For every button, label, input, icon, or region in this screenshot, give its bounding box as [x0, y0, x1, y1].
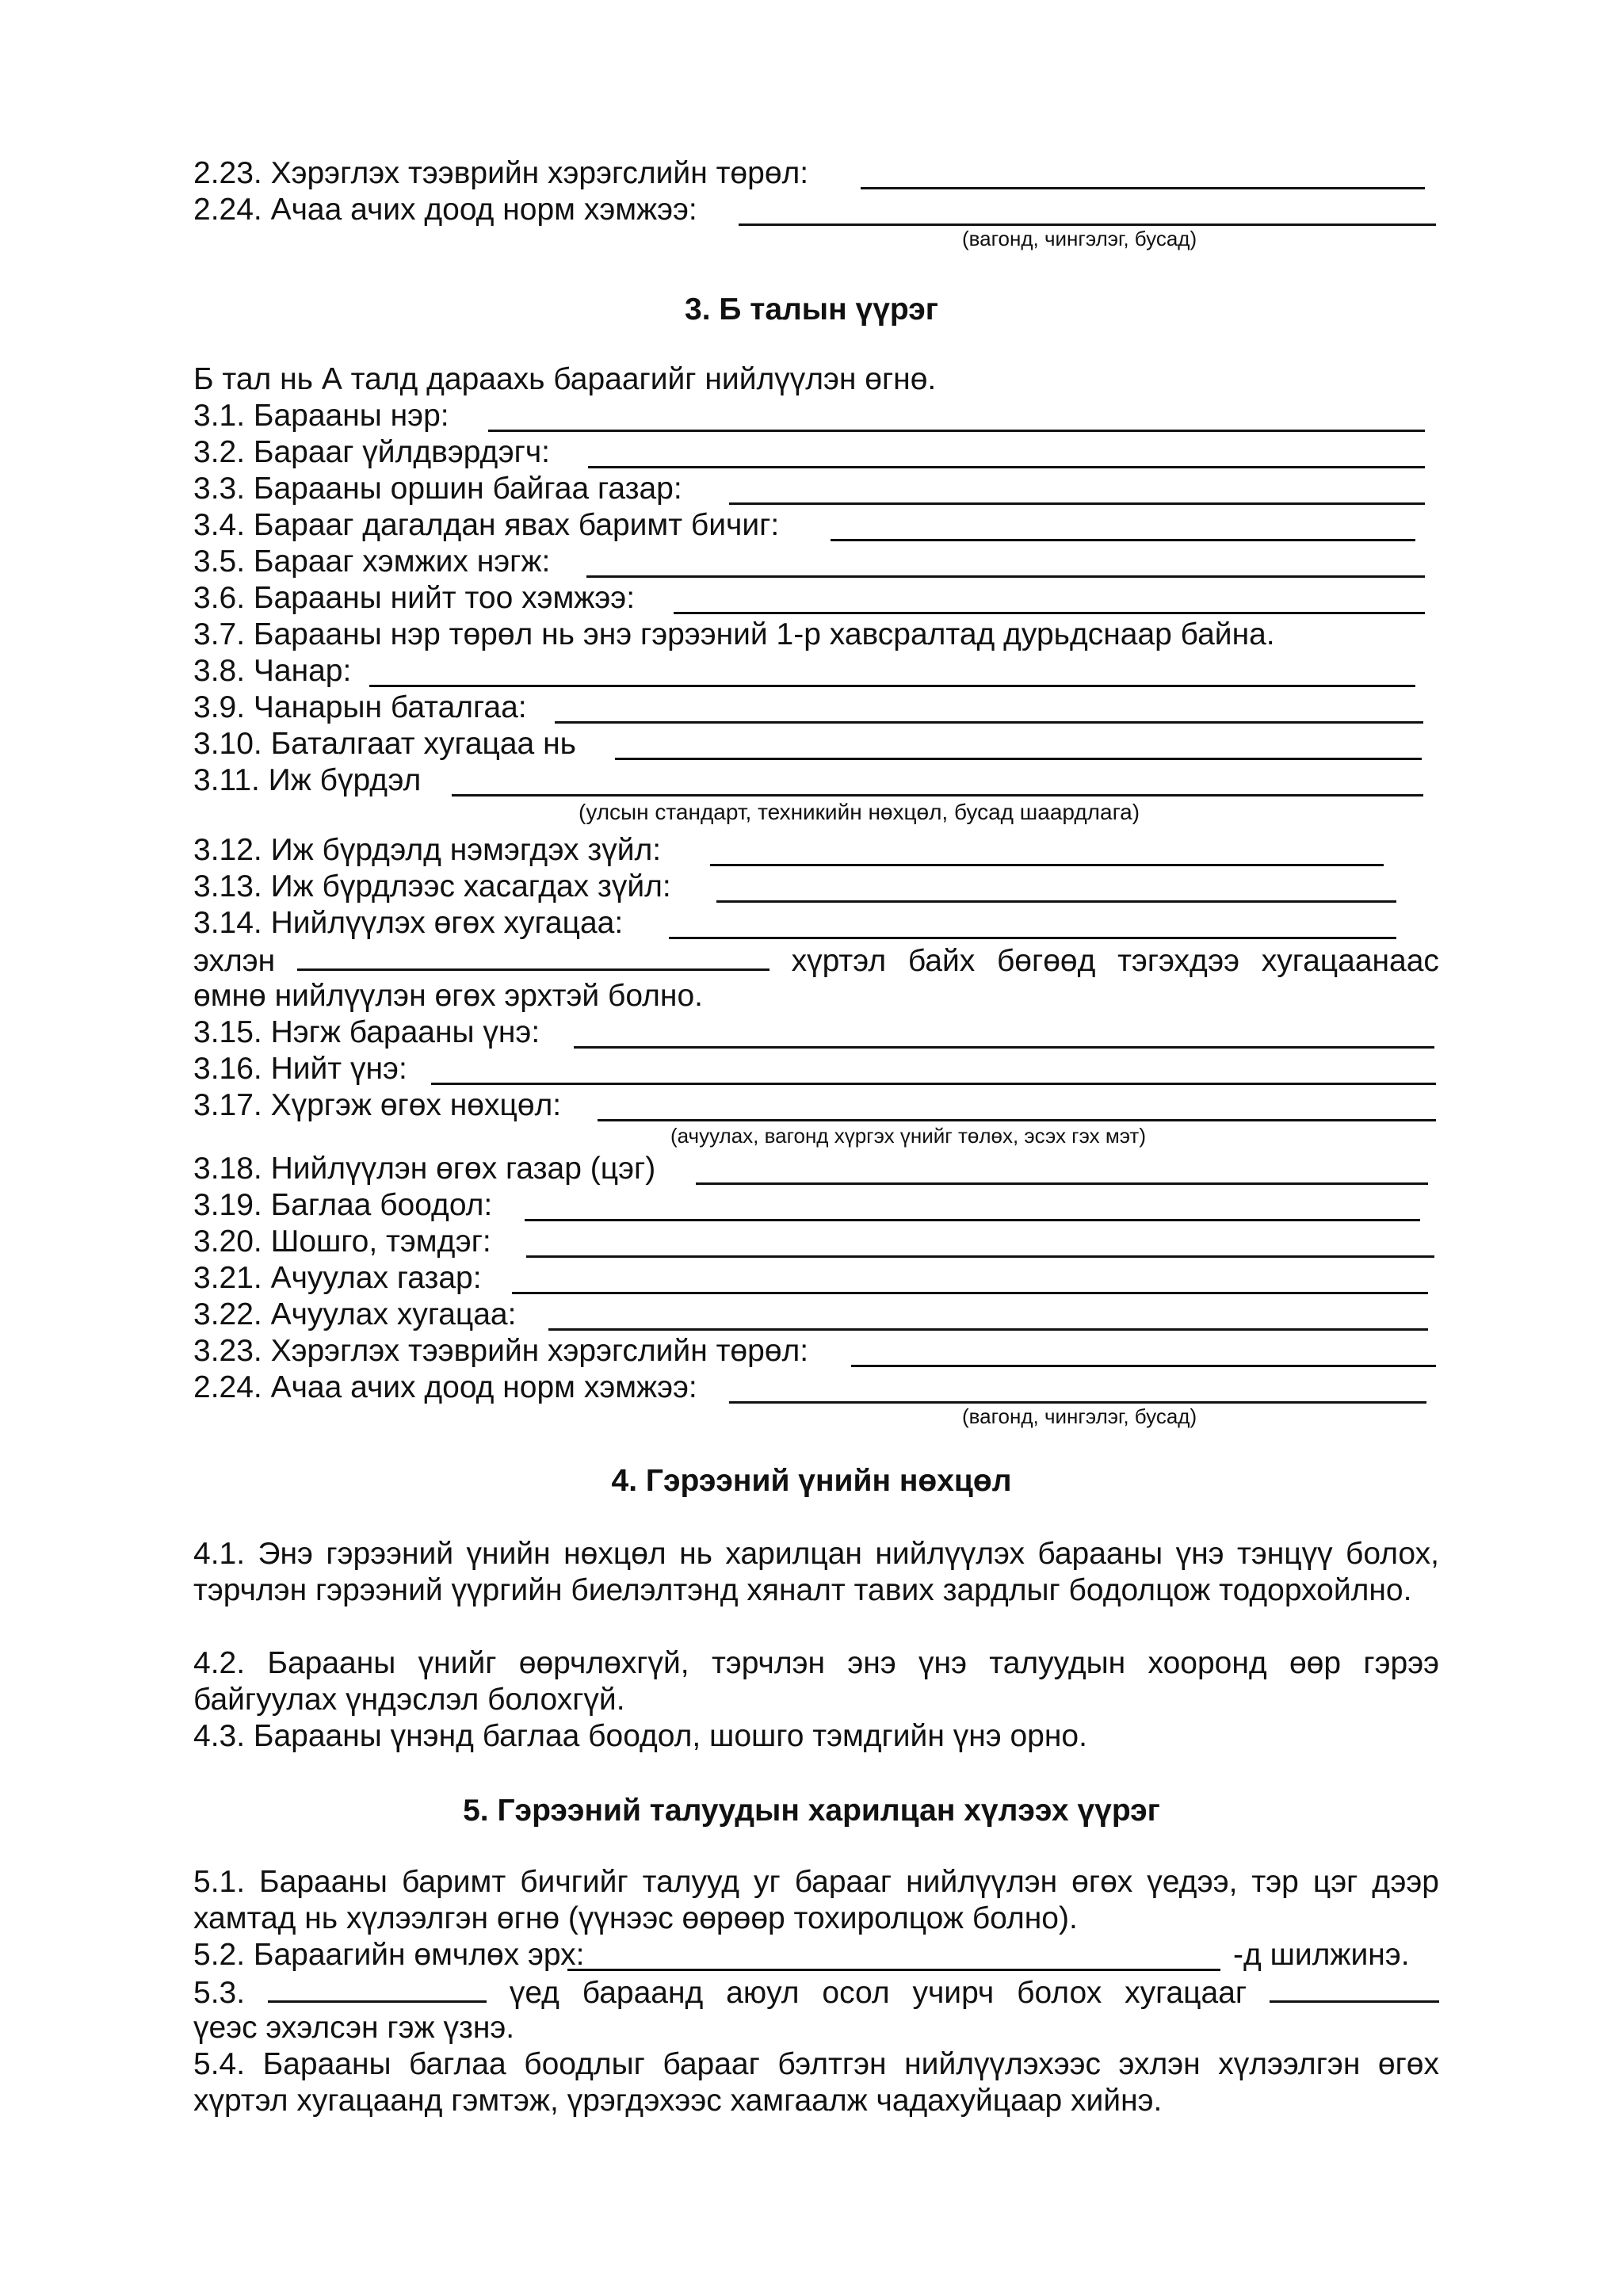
line-3-20: 3.20. Шошго, тэмдэг:	[193, 1224, 491, 1259]
word-baih: байх	[907, 944, 976, 978]
word-uchirch: учирч	[912, 1976, 995, 2010]
line-3-11-blank[interactable]	[452, 794, 1423, 797]
line-3-14-blank[interactable]	[669, 937, 1396, 939]
line-3-24: 2.24. Ачаа ачих доод норм хэмжээ:	[193, 1370, 697, 1404]
line-3-14-end: өмнө нийлүүлэн өгөх эрхтэй болно.	[193, 979, 703, 1013]
line-5-2-blank[interactable]	[567, 1969, 1220, 1971]
section-3-heading: 3. Б талын үүрэг	[685, 292, 938, 327]
line-3-9-blank[interactable]	[555, 721, 1423, 724]
line-3-10-blank[interactable]	[615, 758, 1422, 760]
line-2-23	[193, 155, 808, 192]
line-5-3-blank-2[interactable]	[1270, 1973, 1439, 2003]
line-5-3-blank-1[interactable]	[268, 1973, 487, 2003]
word-ehlen: эхлэн	[193, 944, 276, 978]
line-3-3-blank[interactable]	[729, 502, 1425, 505]
line-3-17-blank[interactable]	[598, 1119, 1436, 1121]
line-5-2-suffix: -д шилжинэ.	[1233, 1938, 1410, 1972]
line-3-3: 3.3. Барааны оршин байгаа газар:	[193, 472, 682, 506]
line-3-1: 3.1. Барааны нэр:	[193, 399, 449, 433]
line-3-8-blank[interactable]	[369, 685, 1415, 687]
line-3-13-blank[interactable]	[716, 900, 1396, 903]
line-3-23: 3.23. Хэрэглэх тээврийн хэрэгслийн төрөл:	[193, 1334, 809, 1368]
line-3-15-blank[interactable]	[574, 1046, 1434, 1049]
word-hurtel: хүртэл	[791, 944, 887, 978]
line-3-2: 3.2. Барааг үйлдвэрдэгч:	[193, 435, 550, 469]
paragraph-4-1: 4.1. Энэ гэрээний үнийн нөхцөл нь харилцан нийлүүлэх барааны үнэ тэнцүү болох, тэрчлэн гэрээний үүргийн биелэлтэнд хяналт тавих зардлыг бодолцож тодорхойлно.	[193, 1537, 1439, 1607]
line-3-14-start-blank[interactable]	[297, 942, 769, 971]
line-3-19-blank[interactable]	[525, 1219, 1420, 1221]
line-3-19: 3.19. Баглаа боодол:	[193, 1188, 493, 1222]
word-ued: үед	[509, 1976, 559, 2010]
paragraph-5-4: 5.4. Барааны баглаа боодлыг барааг бэлтгэн нийлүүлэхээс эхлэн хүлээлгэн өгөх хүртэл хугацаанд гэмтэж, үрэгдэхээс хамгаалж чадахуйцаар хийнэ.	[193, 2047, 1439, 2118]
line-3-24-note: (вагонд, чингэлэг, бусад)	[962, 1404, 1197, 1428]
line-3-8: 3.8. Чанар:	[193, 654, 352, 688]
line-3-14-continued	[193, 942, 1439, 980]
line-3-21-blank[interactable]	[512, 1292, 1428, 1294]
line-3-16-blank[interactable]	[431, 1083, 1436, 1085]
section-5-heading: 5. Гэрээний талуудын харилцан хүлээх үүрэг	[463, 1794, 1160, 1828]
line-3-12: 3.12. Иж бүрдэлд нэмэгдэх зүйл:	[193, 833, 662, 867]
word-baraand: бараанд	[582, 1976, 704, 2010]
line-3-6: 3.6. Барааны нийт тоо хэмжээ:	[193, 581, 636, 615]
line-3-1-blank[interactable]	[488, 430, 1425, 432]
word-bogood: бөгөөд	[996, 944, 1096, 978]
line-3-22-blank[interactable]	[548, 1328, 1428, 1331]
line-3-6-blank[interactable]	[674, 612, 1425, 614]
line-3-5: 3.5. Барааг хэмжих нэгж:	[193, 544, 551, 579]
line-5-2	[193, 1937, 585, 1973]
line-3-23-blank[interactable]	[851, 1365, 1436, 1367]
line-3-17-note: (ачуулах, вагонд хүргэх үнийг төлөх, эсэх гэх мэт)	[670, 1124, 1146, 1148]
line-2-24-blank[interactable]	[739, 223, 1436, 226]
line-5-2-label: 5.2. Бараагийн өмчлөх эрх:	[193, 1938, 585, 1972]
line-3-7: 3.7. Барааны нэр төрөл нь энэ гэрээний 1-р хавсралтад дурьдснаар байна.	[193, 617, 1275, 651]
line-3-17: 3.17. Хүргэж өгөх нөхцөл:	[193, 1088, 562, 1122]
line-3-21: 3.21. Ачуулах газар:	[193, 1261, 482, 1295]
line-2-23-blank[interactable]	[861, 187, 1425, 189]
paragraph-4-3: 4.3. Барааны үнэнд баглаа боодол, шошго тэмдгийн үнэ орно.	[193, 1719, 1087, 1753]
section-3-intro: Б тал нь А талд дараахь бараагийг нийлүүлэн өгнө.	[193, 362, 937, 396]
line-3-9: 3.9. Чанарын баталгаа:	[193, 690, 527, 724]
line-2-24	[193, 192, 697, 228]
line-5-3-number: 5.3.	[193, 1976, 246, 2010]
line-3-22: 3.22. Ачуулах хугацаа:	[193, 1297, 517, 1331]
line-3-5-blank[interactable]	[586, 575, 1425, 578]
line-3-18: 3.18. Нийлүүлэн өгөх газар (цэг)	[193, 1152, 656, 1186]
paragraph-5-1: 5.1. Барааны баримт бичгийг талууд уг барааг нийлүүлэн өгөх үедээ, тэр цэг дээр хамтад нь хүлээлгэн өгнө (үүнээс өөрөөр тохиролцож болно).	[193, 1865, 1439, 1935]
line-3-11-note: (улсын стандарт, техникийн нөхцөл, бусад шаардлага)	[579, 800, 1140, 824]
line-3-18-blank[interactable]	[696, 1182, 1428, 1185]
line-3-15: 3.15. Нэгж барааны үнэ:	[193, 1015, 540, 1049]
paragraph-4-2: 4.2. Барааны үнийг өөрчлөхгүй, тэрчлэн энэ үнэ талуудын хооронд өөр гэрээ байгуулах үндэслэл болохгүй.	[193, 1646, 1439, 1717]
line-5-3-end: үеэс эхэлсэн гэж үзнэ.	[193, 2011, 515, 2045]
line-2-23-label: 2.23. Хэрэглэх тээврийн хэрэгслийн төрөл:	[193, 156, 809, 190]
line-3-2-blank[interactable]	[588, 466, 1425, 468]
word-hugatsaag: хугацааг	[1125, 1976, 1247, 2010]
line-3-10: 3.10. Баталгаат хугацаа нь	[193, 727, 576, 761]
word-hugatsaanaas: хугацаанаас	[1261, 944, 1439, 978]
line-3-16: 3.16. Нийт үнэ:	[193, 1052, 407, 1086]
line-2-24-label: 2.24. Ачаа ачих доод норм хэмжээ:	[193, 193, 697, 227]
word-tegehdee: тэгэхдээ	[1117, 944, 1240, 978]
word-ayul: аюул	[726, 1976, 800, 2010]
section-4-heading: 4. Гэрээний үнийн нөхцөл	[611, 1464, 1012, 1498]
line-3-12-blank[interactable]	[710, 864, 1384, 866]
line-3-13: 3.13. Иж бүрдлээс хасагдах зүйл:	[193, 869, 671, 904]
line-3-4-blank[interactable]	[831, 539, 1415, 541]
line-3-24-blank[interactable]	[729, 1401, 1426, 1404]
line-3-20-blank[interactable]	[526, 1255, 1434, 1258]
line-3-11: 3.11. Иж бүрдэл	[193, 763, 422, 797]
line-3-14: 3.14. Нийлүүлэх өгөх хугацаа:	[193, 906, 624, 940]
word-osol: осол	[822, 1976, 890, 2010]
word-boloh: болох	[1017, 1976, 1102, 2010]
line-5-3	[193, 1973, 1439, 2011]
line-2-24-note: (вагонд, чингэлэг, бусад)	[962, 227, 1197, 250]
line-3-4: 3.4. Барааг дагалдан явах баримт бичиг:	[193, 508, 780, 542]
